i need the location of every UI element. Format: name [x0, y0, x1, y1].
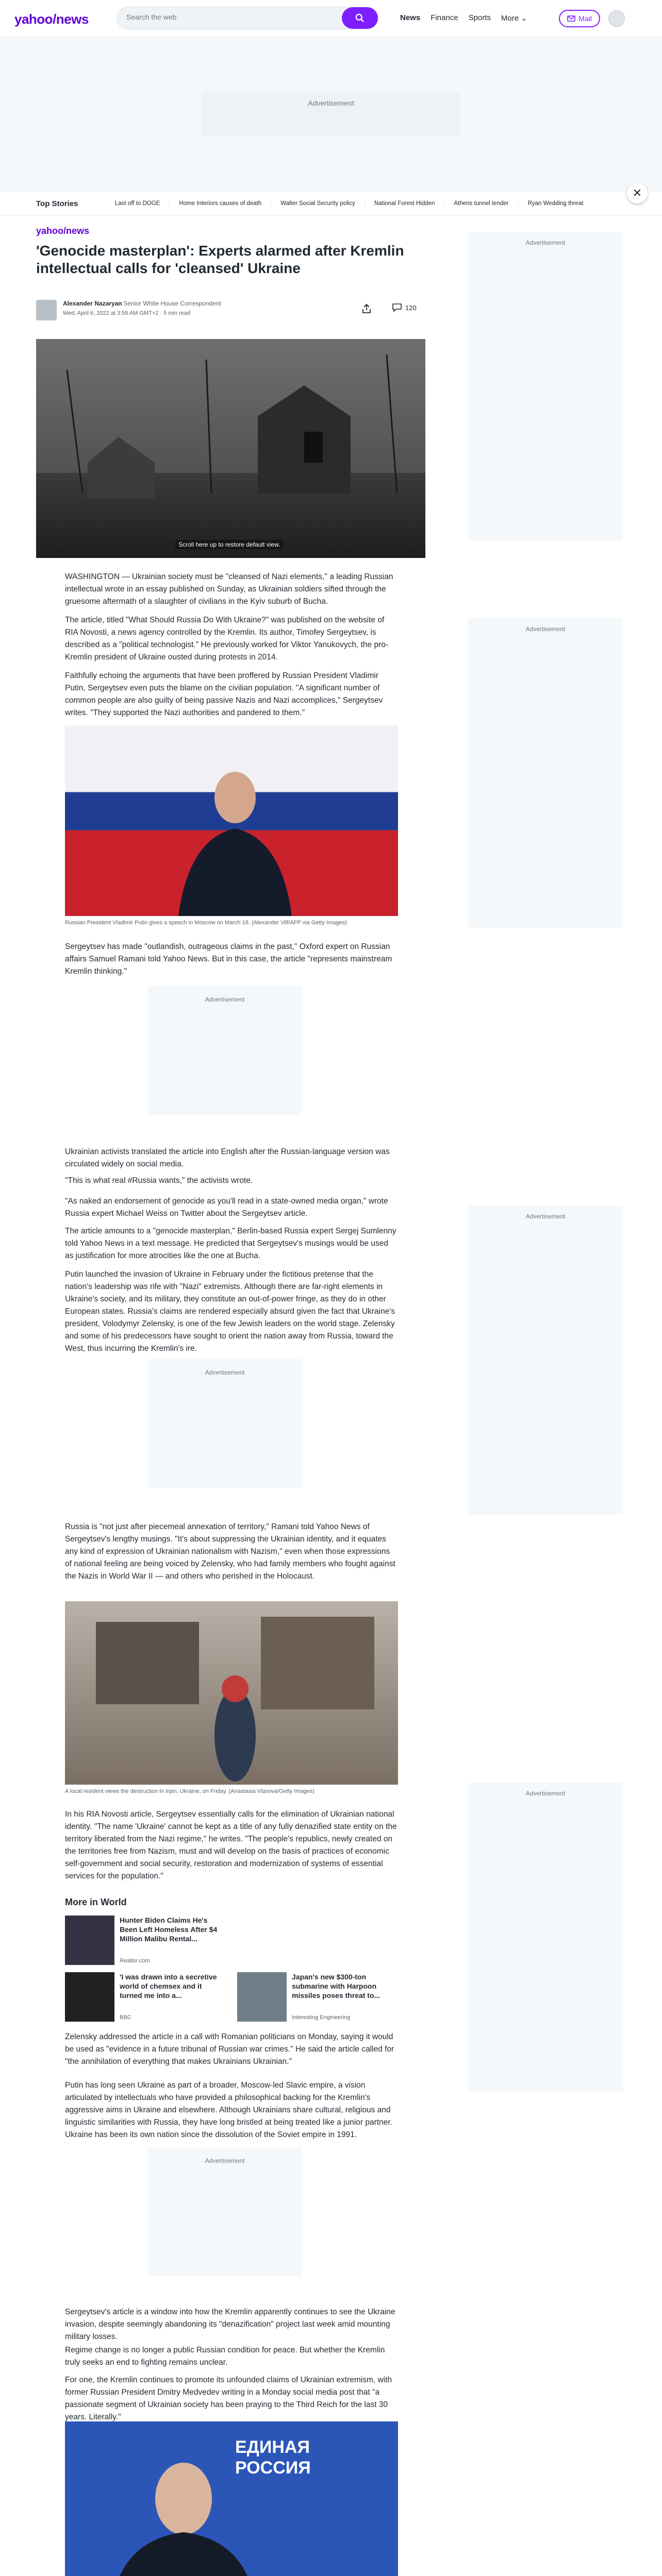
byline — [36, 298, 428, 329]
top-stories-bar — [0, 192, 662, 215]
top-story-link[interactable]: Athens tunnel tender — [444, 200, 518, 207]
card-thumbnail — [237, 1972, 287, 2022]
close-ad-button[interactable] — [627, 183, 648, 204]
nav-news[interactable]: News — [400, 13, 421, 22]
inline-ad: Advertisement — [147, 1359, 302, 1488]
paragraph: The article amounts to a "genocide masterplan," Berlin-based Russia expert Sergej Sumlenny told Yahoo News in a text message. He predicted that Sergeytsev's musings would be used as justification for more atrocities like the one at Bucha. — [65, 1227, 396, 1260]
nav-more[interactable] — [501, 13, 527, 23]
top-story-link[interactable]: Home Interiors causes of death — [169, 200, 271, 207]
mail-label: Mail — [578, 14, 592, 23]
speaker-silhouette — [65, 725, 398, 916]
top-story-link[interactable]: National Forest Hidden — [365, 200, 444, 207]
comment-count: 120 — [405, 303, 417, 312]
card-title: Japan's new $300-ton submarine with Harpoon missiles poses threat to... — [292, 1973, 380, 1999]
nav-more-label: More — [501, 14, 519, 23]
card-source: BBC — [120, 2014, 131, 2021]
rail-ad: Advertisement — [468, 1783, 623, 2092]
banner-text: ЕДИНАЯ РОССИЯ — [235, 2437, 311, 2478]
read-time: · 5 min read — [160, 310, 191, 316]
search-button[interactable] — [342, 7, 378, 29]
paragraph: Ukrainian activists translated the article into English after the Russian-language version was circulated widely on social media. — [65, 1147, 390, 1168]
top-ad-label: Advertisement — [202, 93, 460, 136]
nav-sports[interactable]: Sports — [468, 13, 491, 22]
more-in-world-card[interactable] — [65, 1916, 226, 1965]
share-icon[interactable] — [361, 303, 372, 314]
top-ad-area — [0, 37, 662, 192]
image-caption: Russian President Vladimir Putin gives a speech in Moscow on March 18. (Alexander Vilf/AFP via Getty Images) — [65, 920, 347, 926]
author-avatar — [36, 300, 57, 320]
paragraph: In his RIA Novosti article, Sergeytsev essentially calls for the elimination of Ukrainian national identity. "The name 'Ukraine' cannot be kept as a title of any fully denazified state entity on the territory liberated from the Nazi regime," he writes. "The people's republics, newly created on the territories free from Nazism, must and will develop on the basis of practices of economic self-government and social security, restoration and modernization of systems of essential services for the population." — [65, 1810, 397, 1880]
top-story-link[interactable]: Last off to DOGE — [115, 200, 160, 207]
search-box — [117, 7, 378, 29]
card-source: Realtor.com — [120, 1958, 150, 1964]
paragraph: "This is what real #Russia wants," the activists wrote. — [65, 1176, 253, 1185]
card-source: Interesting Engineering — [292, 2014, 351, 2021]
image-caption: A local resident views the destruction in Irpin, Ukraine, on Friday. (Anastasia Vlasova/Getty Images) — [65, 1788, 315, 1794]
paragraph: Zelensky addressed the article in a call with Romanian politicians on Monday, saying it would be used as "evidence in a future tribunal of Russian war crimes." He said the article called for "the annihilation of everything that makes Ukrainians Ukrainian." — [65, 2032, 394, 2066]
article-headline: 'Genocide masterplan': Experts alarmed after Kremlin intellectual calls for 'cleansed' Ukraine — [36, 243, 404, 276]
paragraph: Sergeytsev's article is a window into how the Kremlin apparently continues to see the Ukraine invasion, despite seemingly abandoning its "denazification" project last week amid mounting military losses. — [65, 2308, 395, 2341]
paragraph: Regime change is no longer a public Russian condition for peace. But whether the Kremlin truly seeks an end to fighting remains unclear. — [65, 2346, 385, 2367]
paragraph: Russia is "not just after piecemeal annexation of territory," Ramani told Yahoo News of Sergeytsev's lengthy musings. "It's about suppressing the Ukrainian identity, and it equates any kind of expression of Ukrainian nationalism with Nazism," even when those expressions of national feeling are being voiced by Zelensky, who had family members who fought against the Nazis in World War II — and others who perished in the Holocaust. — [65, 1522, 395, 1581]
publish-date — [63, 310, 190, 316]
search-icon — [355, 13, 365, 23]
medvedev-photo[interactable] — [65, 2421, 398, 2576]
rail-ad: Advertisement — [468, 232, 623, 541]
search-input[interactable] — [126, 13, 322, 21]
hero-image[interactable] — [36, 339, 425, 558]
card-thumbnail — [65, 1972, 114, 2022]
mail-icon — [567, 15, 575, 22]
mail-button[interactable] — [559, 10, 600, 27]
paragraph: Sergeytsev has made "outlandish, outrageous claims in the past," Oxford expert on Russian affairs Samuel Ramani told Yahoo News. But in this case, the article "represents mainstream Kremlin thinking." — [65, 942, 392, 976]
paragraph: The article, titled "What Should Russia Do With Ukraine?" was published on the website of RIA Novosti, a news agency controlled by the Kremlin. Its author, Timofey Sergeytsev, is described as a "political technologist." He previously worked for Viktor Yanukovych, the pro-Kremlin president of Ukraine ousted during protests in 2014. — [65, 616, 389, 662]
more-in-world-card[interactable] — [237, 1972, 398, 2022]
inline-ad: Advertisement — [147, 986, 302, 1115]
author-name[interactable]: Alexander Nazaryan — [63, 300, 122, 307]
top-story-link[interactable]: Ryan Wedding threat — [518, 200, 593, 207]
card-title: 'I was drawn into a secretive world of chemsex and it turned me into a... — [120, 1973, 217, 1999]
top-navigation-bar — [0, 0, 662, 37]
paragraph: Putin launched the invasion of Ukraine in February under the fictitious pretense that the nation's leadership was rife with "Nazi" extremists. Although there are far-right elements in Ukraine's society, and its military, they constitute an out-of-power fringe, as they do in other European states. Russia's claims are rendered especially absurd given the fact that Ukraine's president, Volodymyr Zelensky, is one of the few Jewish leaders on the world stage. Zelensky and some of his predecessors have sought to orient the nation away from Russia, toward the West, thus incurring the Kremlin's ire. — [65, 1270, 395, 1353]
destroyed-house-illustration — [36, 339, 425, 558]
paragraph: Faithfully echoing the arguments that have been proffered by Russian President Vladimir Putin, Sergeytsev even puts the blame on the civilian population. "A significant number of common people are also guilty of being passive Nazis and Nazi accomplices," Sergeytsev writes. "They supported the Nazi authorities and pandered to them." — [65, 671, 383, 717]
rail-ad: Advertisement — [468, 618, 623, 927]
user-avatar[interactable] — [608, 10, 625, 27]
author-role: · Senior White House Correspondent — [120, 300, 221, 307]
card-thumbnail — [65, 1916, 114, 1965]
close-icon: ✕ — [632, 187, 642, 199]
nav-finance[interactable]: Finance — [431, 13, 458, 22]
paragraph: For one, the Kremlin continues to promote its unfounded claims of Ukrainian extremism, with former Russian President Dmitry Medvedev writing in a Monday social media post that "a passionate segment of Ukrainian society has been praying to the Third Reich for the last 30 years. Literally." — [65, 2376, 392, 2421]
chevron-down-icon: ⌄ — [521, 14, 527, 23]
more-in-world-card[interactable] — [65, 1972, 226, 2022]
top-nav-links — [400, 13, 527, 23]
paragraph: "As naked an endorsement of genocide as you'll read in a state-owned media organ," wrote Russia expert Michael Weiss on Twitter about the Sergeytsev article. — [65, 1197, 388, 1218]
resident-silhouette — [65, 1601, 398, 1785]
putin-photo[interactable] — [65, 725, 398, 916]
rail-ad: Advertisement — [468, 1206, 623, 1515]
comments-button[interactable] — [392, 303, 417, 312]
top-story-link[interactable]: Walter Social Security policy — [271, 200, 365, 207]
irpin-destruction-photo[interactable] — [65, 1601, 398, 1785]
inline-ad: Advertisement — [147, 2147, 302, 2276]
top-stories-title: Top Stories — [36, 199, 78, 208]
date-text: Wed, April 6, 2022 at 3:58 AM GMT+2 — [63, 310, 159, 316]
hero-caption: Scroll here up to restore default view. — [175, 540, 283, 549]
top-stories-list — [106, 200, 592, 207]
article-brand: yahoo/news — [36, 226, 90, 236]
more-in-world-title: More in World — [65, 1897, 127, 1907]
card-title: Hunter Biden Claims He's Been Left Homeless After $4 Million Malibu Rental... — [120, 1916, 218, 1943]
comment-icon — [392, 303, 402, 312]
yahoo-news-logo[interactable]: yahoo/news — [14, 11, 89, 27]
paragraph: WASHINGTON — Ukrainian society must be "cleansed of Nazi elements," a leading Russian intellectual wrote in an essay published on Sunday, as Ukrainian soldiers sifted through the gruesome aftermath of a slaughter of civilians in the Kyiv suburb of Bucha. — [65, 572, 393, 606]
paragraph: Putin has long seen Ukraine as part of a broader, Moscow-led Slavic empire, a vision articulated by intellectuals who have provided a philosophical backing for the Kremlin's aggressive aims in Ukraine and elsewhere. Although Ukrainians share cultural, religious and linguistic similarities with Russia, they have long bristled at being treated like a junior partner. Ukraine has been its own nation since the dissolution of the Soviet empire in 1991. — [65, 2081, 392, 2139]
